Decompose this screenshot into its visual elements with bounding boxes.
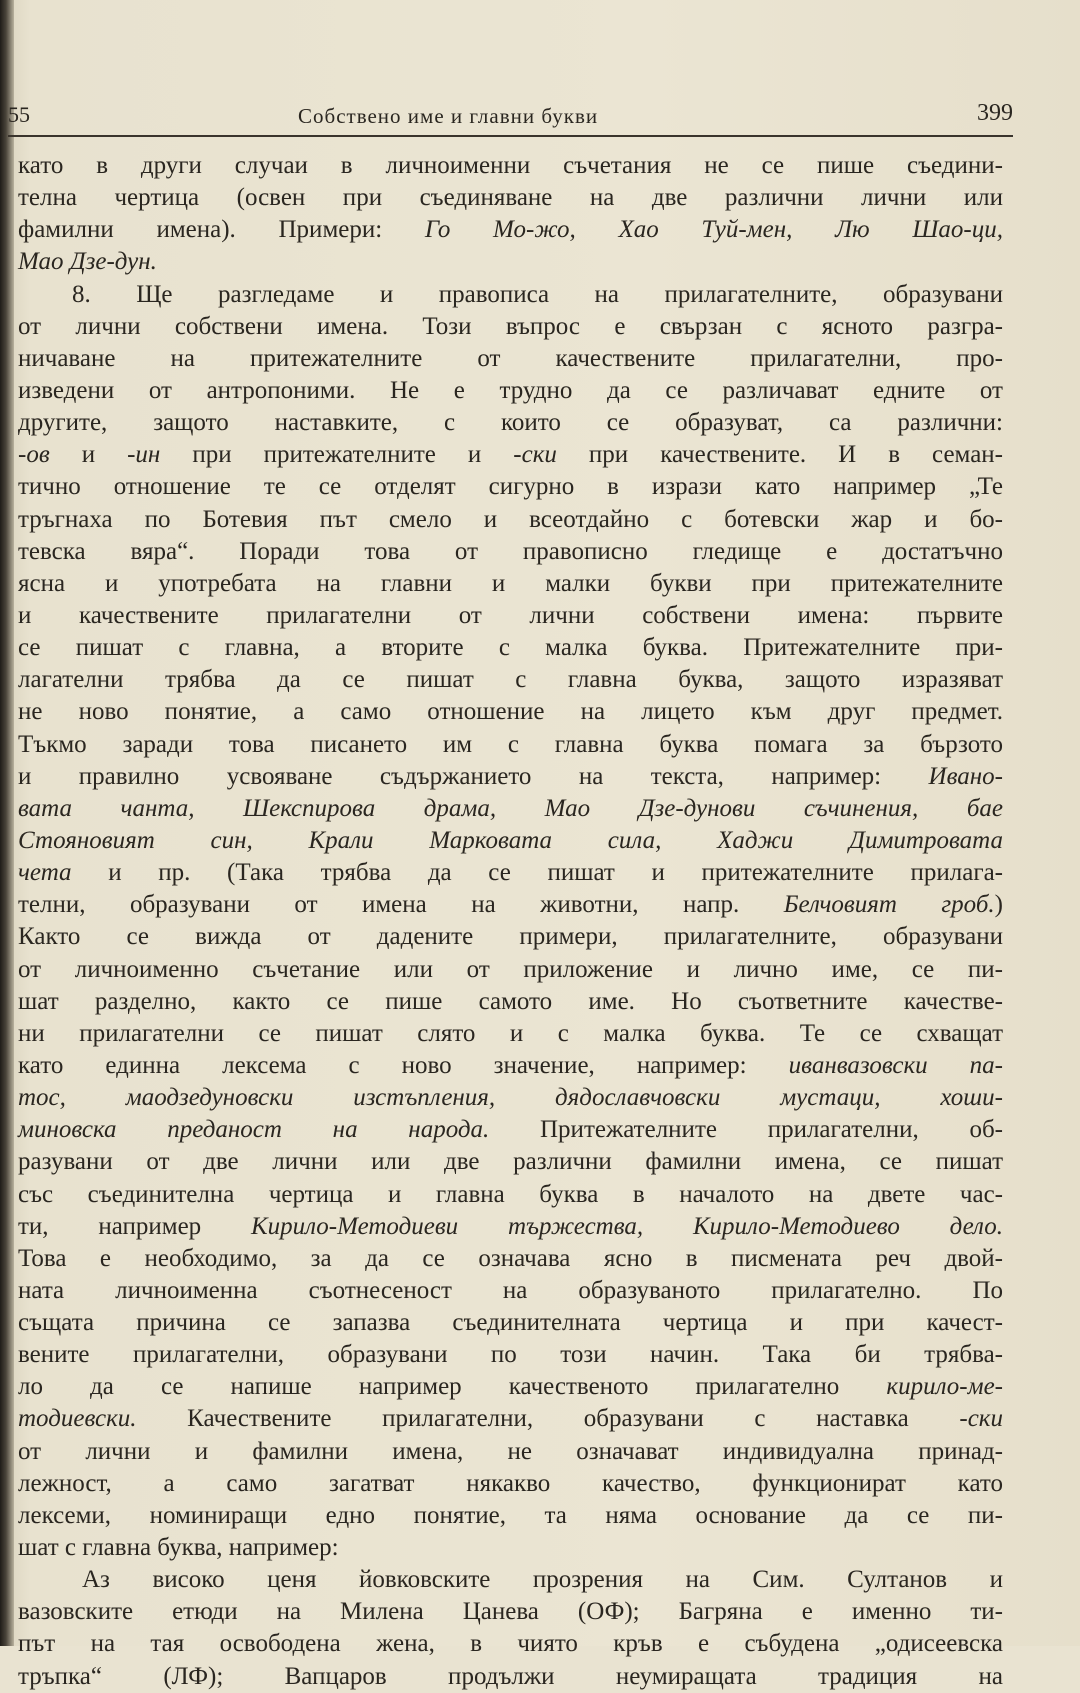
text-line: [18, 1018, 1003, 1050]
text-run: лагателни трябва да се пишат с главна буква, защото изразяват: [18, 666, 1003, 694]
text-line: [18, 150, 1003, 182]
text-run: вазовските етюди на Милена Цанева (ОФ); Багряна е именно ти-: [18, 1598, 1003, 1626]
text-run: ти, например: [18, 1212, 251, 1240]
text-run: Това е необходимо, за да се означава ясно в писмената реч двой-: [18, 1244, 1003, 1272]
text-run: тично отношение те се отделят сигурно в изрази като например „Те: [18, 473, 1003, 501]
italic-example: -ов: [18, 441, 50, 469]
text-run: ни прилагателни се пишат слято и с малка буква. Те се схващат: [18, 1019, 1003, 1047]
text-run: като единна лексема с ново значение, например:: [18, 1051, 789, 1079]
italic-example: Го Мо-жо, Хао Туй-мен, Лю Шао-ци,: [424, 216, 1004, 244]
text-line: [18, 1275, 1003, 1307]
text-line: [18, 1243, 1003, 1275]
text-line: [18, 1307, 1003, 1339]
text-line: [18, 1371, 1003, 1403]
text-line: [18, 1339, 1003, 1371]
text-line: [18, 1114, 1003, 1146]
text-line: [18, 1436, 1003, 1468]
text-line: [18, 696, 1003, 728]
text-line: [18, 536, 1003, 568]
italic-example: Белчовият гроб.: [783, 891, 995, 919]
text-line: [18, 857, 1003, 889]
italic-example: миновска преданост на народа.: [18, 1116, 490, 1144]
text-run: вените прилагателни, образувани по този начин. Така би трябва-: [18, 1341, 1003, 1369]
text-line: [18, 407, 1003, 439]
text-run: телни, образувани от имена на животни, напр.: [18, 891, 784, 919]
text-line: [18, 889, 1003, 921]
italic-example: -ин: [127, 441, 161, 469]
text-line: [18, 311, 1003, 343]
text-run: шат с главна буква, например:: [18, 1534, 339, 1562]
text-run: тевска вяра“. Поради това от правописно гледище е достатъчно: [18, 537, 1003, 565]
text-line: [18, 1211, 1003, 1243]
text-run: при качествените. И в семан-: [556, 441, 1003, 469]
text-run: ло да се напише например качественото прилагателно: [18, 1373, 887, 1401]
text-line: [18, 921, 1003, 953]
text-run: разувани от две лични или две различни фамилни имена, се пишат: [18, 1148, 1003, 1176]
text-line: [18, 1179, 1003, 1211]
text-run: шат разделно, както се пише самото име. Но съответните качестве-: [18, 987, 1003, 1015]
text-run: Аз високо ценя йовковските прозрения на Сим. Султанов и: [82, 1566, 1003, 1594]
text-run: и правилно усвояване съдържанието на текста, например:: [18, 762, 929, 790]
text-run: лексеми, номиниращи едно понятие, та няма основание да се пи-: [18, 1501, 1003, 1529]
text-run: телна чертица (освен при съединяване на две различни лични или: [18, 184, 1003, 212]
text-run: ната личноименна съотнесеност на образуваното прилагателно. По: [18, 1276, 1003, 1304]
text-line: [18, 343, 1003, 375]
text-line: [18, 761, 1003, 793]
italic-example: иванвазовски па-: [788, 1051, 1004, 1079]
text-run: и пр. (Така трябва да се пишат и притежателните прилага-: [71, 859, 1003, 887]
italic-example: тодиевски.: [18, 1405, 137, 1433]
text-run: със съединителна чертица и главна буква в началото на двете час-: [18, 1180, 1003, 1208]
header-section-number: 55: [8, 102, 30, 127]
text-run: тръгнаха по Ботевия път смело и всеотдайно с ботевски жар и бо-: [18, 505, 1003, 533]
text-run: лежност, а само загатват някакво качество, функционират като: [18, 1469, 1003, 1497]
text-run: и качествените прилагателни от лични собствени имена: първите: [18, 601, 1003, 629]
text-run: при притежателните и: [160, 441, 514, 469]
text-line: [18, 954, 1003, 986]
running-header: [8, 98, 1013, 138]
text-line: [18, 1564, 1003, 1596]
text-line: [18, 1468, 1003, 1500]
text-line: [18, 632, 1003, 664]
text-line: [18, 471, 1003, 503]
text-line: [18, 1661, 1003, 1693]
text-run: Притежателните прилагателни, об-: [489, 1116, 1003, 1144]
italic-example: вата чанта, Шекспирова драма, Мао Дзе-дунови съчинения, бае: [18, 794, 1003, 822]
italic-example: кирило-ме-: [886, 1373, 1003, 1401]
italic-example: чета: [18, 859, 72, 887]
text-run: ясна и употребата на главни и малки букви при притежателните: [18, 569, 1003, 597]
text-line: [18, 375, 1003, 407]
text-line: [18, 1082, 1003, 1114]
text-run: се пишат с главна, а вторите с малка буква. Притежателните при-: [18, 634, 1003, 662]
text-line: [18, 439, 1003, 471]
text-run: път на тая освободена жена, в чиято кръв е събудена „одисеевска: [18, 1630, 1003, 1658]
text-run: фамилни имена). Примери:: [18, 216, 425, 244]
italic-example: Кирило-Методиеви тържества, Кирило-Методиево дело.: [250, 1212, 1003, 1240]
italic-example: Стояновият син, Крали Марковата сила, Хаджи Димитровата: [18, 826, 1003, 854]
text-run: и: [49, 441, 128, 469]
italic-example: -ски: [959, 1405, 1003, 1433]
text-run: Тъкмо заради това писането им с главна буква помага за бързото: [18, 730, 1003, 758]
header-running-title: Собствено име и главни букви: [298, 104, 599, 128]
book-spine-shadow: [0, 0, 14, 1646]
header-rule: [8, 135, 1013, 137]
text-line: [18, 279, 1003, 311]
text-line: [18, 1403, 1003, 1435]
text-run: не ново понятие, а само отношение на лицето към друг предмет.: [18, 698, 1003, 726]
italic-example: Ивано-: [928, 762, 1003, 790]
text-line: [18, 1596, 1003, 1628]
text-line: [18, 504, 1003, 536]
text-line: [18, 1500, 1003, 1532]
text-line: [18, 729, 1003, 761]
italic-example: Мао Дзе-дун.: [18, 248, 157, 276]
text-run: изведени от антропоними. Не е трудно да се различават едните от: [18, 376, 1003, 404]
text-line: [18, 214, 1003, 246]
text-line: [18, 1146, 1003, 1178]
text-line: [18, 664, 1003, 696]
text-run: ничаване на притежателните от качествените прилагателни, про-: [18, 344, 1003, 372]
text-line: [18, 825, 1003, 857]
text-run: като в други случаи в личноименни съчетания не се пише съедини-: [18, 152, 1003, 179]
text-line: [18, 600, 1003, 632]
header-page-number: 399: [977, 100, 1013, 126]
text-run: 8. Ще разгледаме и правописа на прилагателните, образувани: [72, 280, 1003, 308]
text-run: Качествените прилагателни, образувани с наставка: [136, 1405, 960, 1433]
text-line: [18, 182, 1003, 214]
text-line: [18, 793, 1003, 825]
italic-example: тос, маодзедуновски изстъпления, дядославчовски мустаци, хоши-: [18, 1084, 1003, 1112]
text-run: другите, защото наставките, с които се образуват, са различни:: [18, 409, 1003, 437]
text-run: тръпка“ (ЛФ); Вапцаров продължи неумиращата традиция на: [18, 1662, 1003, 1690]
text-run: от лични и фамилни имена, не означават индивидуална принад-: [18, 1437, 1003, 1465]
italic-example: -ски: [513, 441, 557, 469]
text-line: [18, 246, 1003, 278]
text-line: [18, 1050, 1003, 1082]
text-run: от лични собствени имена. Този въпрос е свързан с ясното разгра-: [18, 312, 1003, 340]
text-run: Както се вижда от дадените примери, прилагателните, образувани: [18, 923, 1003, 951]
text-run: от личноименно съчетание или от приложение и лично име, се пи-: [18, 955, 1003, 983]
body-text: [18, 150, 1003, 1693]
text-run: същата причина се запазва съединителната чертица и при качест-: [18, 1309, 1003, 1337]
text-run: ): [994, 891, 1003, 919]
text-line: [18, 1532, 1003, 1564]
text-line: [18, 986, 1003, 1018]
text-line: [18, 568, 1003, 600]
text-line: [18, 1628, 1003, 1660]
